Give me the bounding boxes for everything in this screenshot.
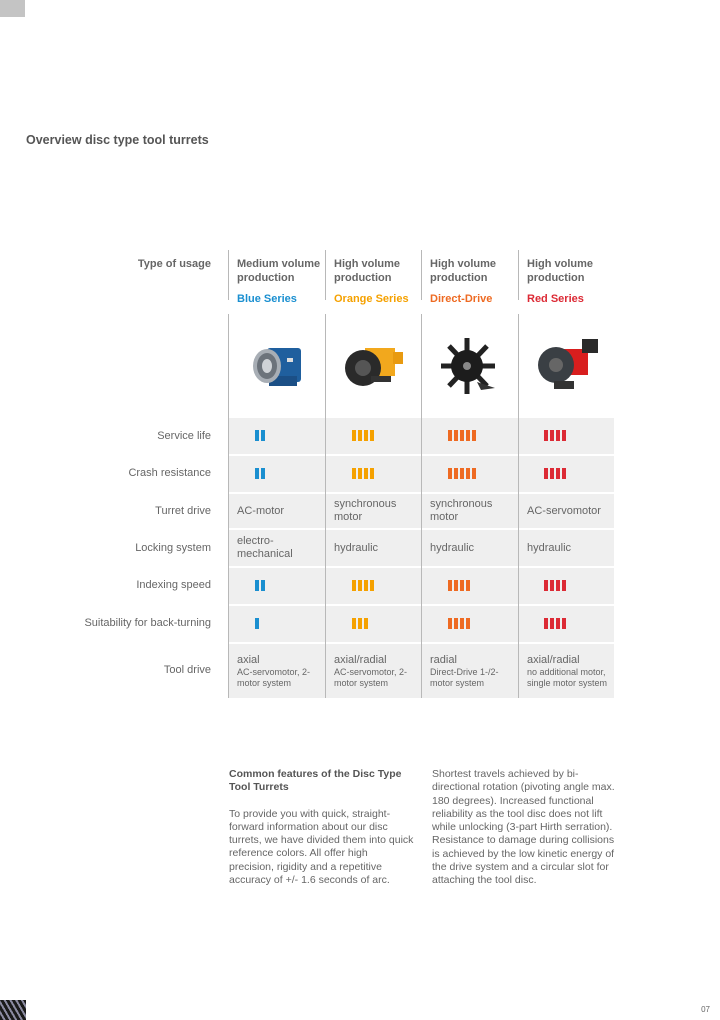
corner-tab xyxy=(0,0,25,17)
rating-bar-icon xyxy=(364,468,368,479)
rating-red xyxy=(544,468,566,479)
rating-blue xyxy=(255,468,265,479)
tool-drive-direct-drive xyxy=(430,644,512,698)
rating-bar-icon xyxy=(255,430,259,441)
features-left-column xyxy=(229,768,414,887)
tool-drive-main: radial xyxy=(430,653,457,666)
usage-text: Medium volume production xyxy=(237,258,321,284)
rating-bar-icon xyxy=(562,580,566,591)
rating-bar-icon xyxy=(261,580,265,591)
rating-bar-icon xyxy=(454,468,458,479)
rating-bar-icon xyxy=(448,430,452,441)
rating-bar-icon xyxy=(358,618,362,629)
series-name-direct-drive: Direct-Drive xyxy=(430,293,493,305)
rating-bar-icon xyxy=(255,580,259,591)
rating-bar-icon xyxy=(460,618,464,629)
rating-bar-icon xyxy=(562,618,566,629)
rating-bar-icon xyxy=(472,430,476,441)
rating-red xyxy=(544,580,566,591)
column-divider xyxy=(325,418,326,698)
row-label-tool-drive: Tool drive xyxy=(163,664,211,676)
rating-bar-icon xyxy=(550,618,554,629)
features-right-column xyxy=(432,768,617,888)
features-right-text: Shortest travels achieved by bi-directional rotation (pivoting angle max. 180 degrees). Increased functional reliability as the tool disc does not lift while unlocking (3-part Hirth serration). Resistance to damage during collisions is achieved by the low kinetic energy of the drive system and a circular slot for attaching the tool disc. xyxy=(432,768,615,887)
rating-bar-icon xyxy=(550,430,554,441)
usage-text: High volume production xyxy=(527,258,594,284)
locking-system-direct-drive: hydraulic xyxy=(430,541,475,554)
rating-direct-drive xyxy=(448,618,470,629)
rating-bar-icon xyxy=(448,618,452,629)
rating-bar-icon xyxy=(364,580,368,591)
rating-bar-icon xyxy=(352,580,356,591)
series-name-blue: Blue Series xyxy=(237,293,297,305)
rating-bar-icon xyxy=(466,468,470,479)
turret-drive-direct-drive: synchronous motor xyxy=(430,498,493,523)
row-label-turret-drive: Turret drive xyxy=(155,505,211,517)
page-title: Overview disc type tool turrets xyxy=(26,133,209,147)
rating-red xyxy=(544,618,566,629)
locking-system-orange: hydraulic xyxy=(334,541,379,554)
row-label-locking-system: Locking system xyxy=(135,542,211,554)
rating-bar-icon xyxy=(370,430,374,441)
tool-drive-main: axial/radial xyxy=(527,653,580,666)
rating-bar-icon xyxy=(454,580,458,591)
rating-orange xyxy=(352,618,368,629)
features-heading: Common features of the Disc Type Tool Turrets xyxy=(229,768,402,794)
rating-bar-icon xyxy=(466,580,470,591)
rating-direct-drive xyxy=(448,430,476,441)
tool-drive-sub: Direct-Drive 1-/2-motor system xyxy=(430,666,499,688)
rating-bar-icon xyxy=(358,580,362,591)
row-label-crash-resistance: Crash resistance xyxy=(128,467,211,479)
column-header-orange xyxy=(334,257,426,306)
footer-thumbnail xyxy=(0,1000,26,1020)
turret-drive-red: AC-servomotor xyxy=(527,504,601,517)
rating-bar-icon xyxy=(550,580,554,591)
rating-bar-icon xyxy=(556,468,560,479)
features-left-text: To provide you with quick, straight-forward information about our disc turrets, we have divided them into quick reference colors. All offer high precision, rigidity and a repetitive accuracy of +/- 1.6 seconds of arc. xyxy=(229,807,414,887)
rating-bar-icon xyxy=(448,468,452,479)
column-divider xyxy=(228,418,229,698)
column-divider xyxy=(228,250,229,300)
rating-bar-icon xyxy=(562,468,566,479)
rating-blue xyxy=(255,430,265,441)
rating-bar-icon xyxy=(556,430,560,441)
rating-bar-icon xyxy=(454,430,458,441)
tool-drive-sub: AC-servomotor, 2-motor system xyxy=(237,666,311,688)
tool-drive-red xyxy=(527,644,609,698)
rating-blue xyxy=(255,580,265,591)
locking-system-blue: electro-mechanical xyxy=(237,535,293,560)
rating-bar-icon xyxy=(544,468,548,479)
row-label-back-turning: Suitability for back-turning xyxy=(84,617,211,629)
rating-bar-icon xyxy=(556,580,560,591)
rating-direct-drive xyxy=(448,580,470,591)
rating-bar-icon xyxy=(352,468,356,479)
rating-bar-icon xyxy=(370,580,374,591)
rating-bar-icon xyxy=(261,430,265,441)
rating-orange xyxy=(352,430,374,441)
direct-drive-turret-image xyxy=(422,316,518,416)
rating-bar-icon xyxy=(364,618,368,629)
row-label-service-life: Service life xyxy=(157,430,211,442)
rating-bar-icon xyxy=(448,580,452,591)
rating-bar-icon xyxy=(352,618,356,629)
rating-bar-icon xyxy=(544,618,548,629)
page-number: 07 xyxy=(701,1005,710,1014)
rating-bar-icon xyxy=(544,430,548,441)
rating-bar-icon xyxy=(466,430,470,441)
rating-bar-icon xyxy=(562,430,566,441)
rating-bar-icon xyxy=(460,430,464,441)
column-divider xyxy=(518,418,519,698)
tool-drive-main: axial/radial xyxy=(334,653,387,666)
rating-orange xyxy=(352,580,374,591)
rating-red xyxy=(544,430,566,441)
turret-drive-blue: AC-motor xyxy=(237,504,285,517)
rating-direct-drive xyxy=(448,468,476,479)
rating-bar-icon xyxy=(358,430,362,441)
tool-drive-sub: AC-servomotor, 2-motor system xyxy=(334,666,408,688)
rating-bar-icon xyxy=(472,468,476,479)
rating-bar-icon xyxy=(364,430,368,441)
rating-bar-icon xyxy=(460,580,464,591)
rating-bar-icon xyxy=(352,430,356,441)
column-header-red xyxy=(527,257,619,306)
rating-bar-icon xyxy=(255,468,259,479)
rating-bar-icon xyxy=(454,618,458,629)
locking-system-red: hydraulic xyxy=(527,541,572,554)
rating-bar-icon xyxy=(556,618,560,629)
column-header-direct-drive xyxy=(430,257,522,306)
tool-drive-blue xyxy=(237,644,317,698)
usage-text: High volume production xyxy=(430,258,497,284)
series-name-red: Red Series xyxy=(527,293,584,305)
tool-drive-sub: no additional motor, single motor system xyxy=(527,666,608,688)
type-of-usage-label: Type of usage xyxy=(137,258,211,270)
rating-bar-icon xyxy=(358,468,362,479)
orange-series-turret-image xyxy=(326,316,422,416)
rating-bar-icon xyxy=(460,468,464,479)
series-name-orange: Orange Series xyxy=(334,293,409,305)
rating-bar-icon xyxy=(261,468,265,479)
rating-bar-icon xyxy=(370,468,374,479)
usage-text: High volume production xyxy=(334,258,401,284)
tool-drive-main: axial xyxy=(237,653,260,666)
turret-drive-orange: synchronous motor xyxy=(334,498,397,523)
red-series-turret-image xyxy=(519,316,615,416)
rating-bar-icon xyxy=(466,618,470,629)
rating-orange xyxy=(352,468,374,479)
rating-blue xyxy=(255,618,259,629)
rating-bar-icon xyxy=(255,618,259,629)
tool-drive-orange xyxy=(334,644,414,698)
blue-series-turret-image xyxy=(229,316,325,416)
rating-bar-icon xyxy=(550,468,554,479)
column-header-blue xyxy=(237,257,329,306)
row-label-indexing-speed: Indexing speed xyxy=(136,579,211,591)
rating-bar-icon xyxy=(544,580,548,591)
